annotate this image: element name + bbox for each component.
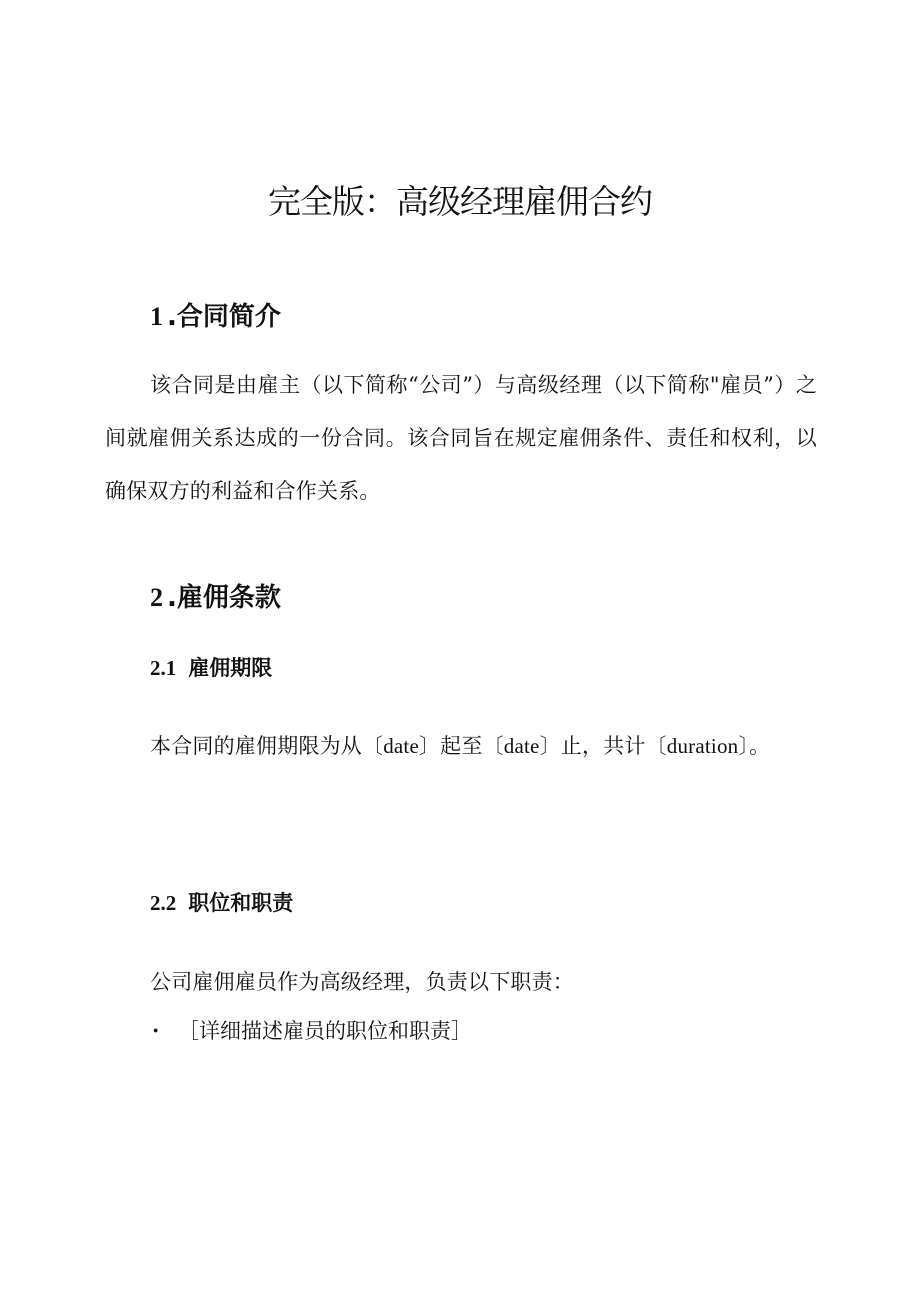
list-item	[152, 1015, 472, 1045]
section-1-paragraph: 该合同是由雇主（以下简称“公司”）与高级经理（以下简称"雇员”）之间就雇佣关系达成的一份合同。该合同旨在规定雇佣条件、责任和权利，以确保双方的利益和合作关系。	[105, 373, 817, 503]
subsection-2-1-title: 雇佣期限	[188, 656, 273, 680]
start-date-placeholder: date	[383, 734, 419, 758]
bullet-marker: ·	[152, 1018, 160, 1043]
subsection-2-2-heading	[150, 887, 293, 917]
section-2-heading	[150, 577, 281, 614]
section-1-heading	[150, 296, 281, 333]
subsection-2-1-paragraph	[105, 720, 817, 773]
duration-placeholder: duration	[666, 734, 739, 758]
section-2-number: 2	[150, 583, 163, 612]
subsection-2-1-number: 2.1	[150, 656, 177, 680]
term-text-4: 〕。	[738, 734, 771, 758]
document-title: 完全版：高级经理雇佣合约	[268, 182, 652, 221]
section-1-title: .合同简介	[167, 302, 281, 332]
term-text-1: 本合同的雇佣期限为从〔	[150, 734, 384, 758]
term-text-2: 〕起至〔	[418, 734, 504, 758]
subsection-2-2-title: 职位和职责	[188, 891, 294, 915]
bullet-text: ［详细描述雇员的职位和职责］	[178, 1019, 472, 1043]
section-2-title: .雇佣条款	[167, 583, 281, 613]
subsection-2-2-paragraph: 公司雇佣雇员作为高级经理，负责以下职责：	[150, 970, 574, 994]
section-1-number: 1	[150, 302, 163, 331]
subsection-2-1-heading	[150, 652, 272, 682]
term-text-3: 〕止，共计〔	[539, 734, 667, 758]
subsection-2-2-number: 2.2	[150, 891, 177, 915]
end-date-placeholder: date	[503, 734, 540, 758]
